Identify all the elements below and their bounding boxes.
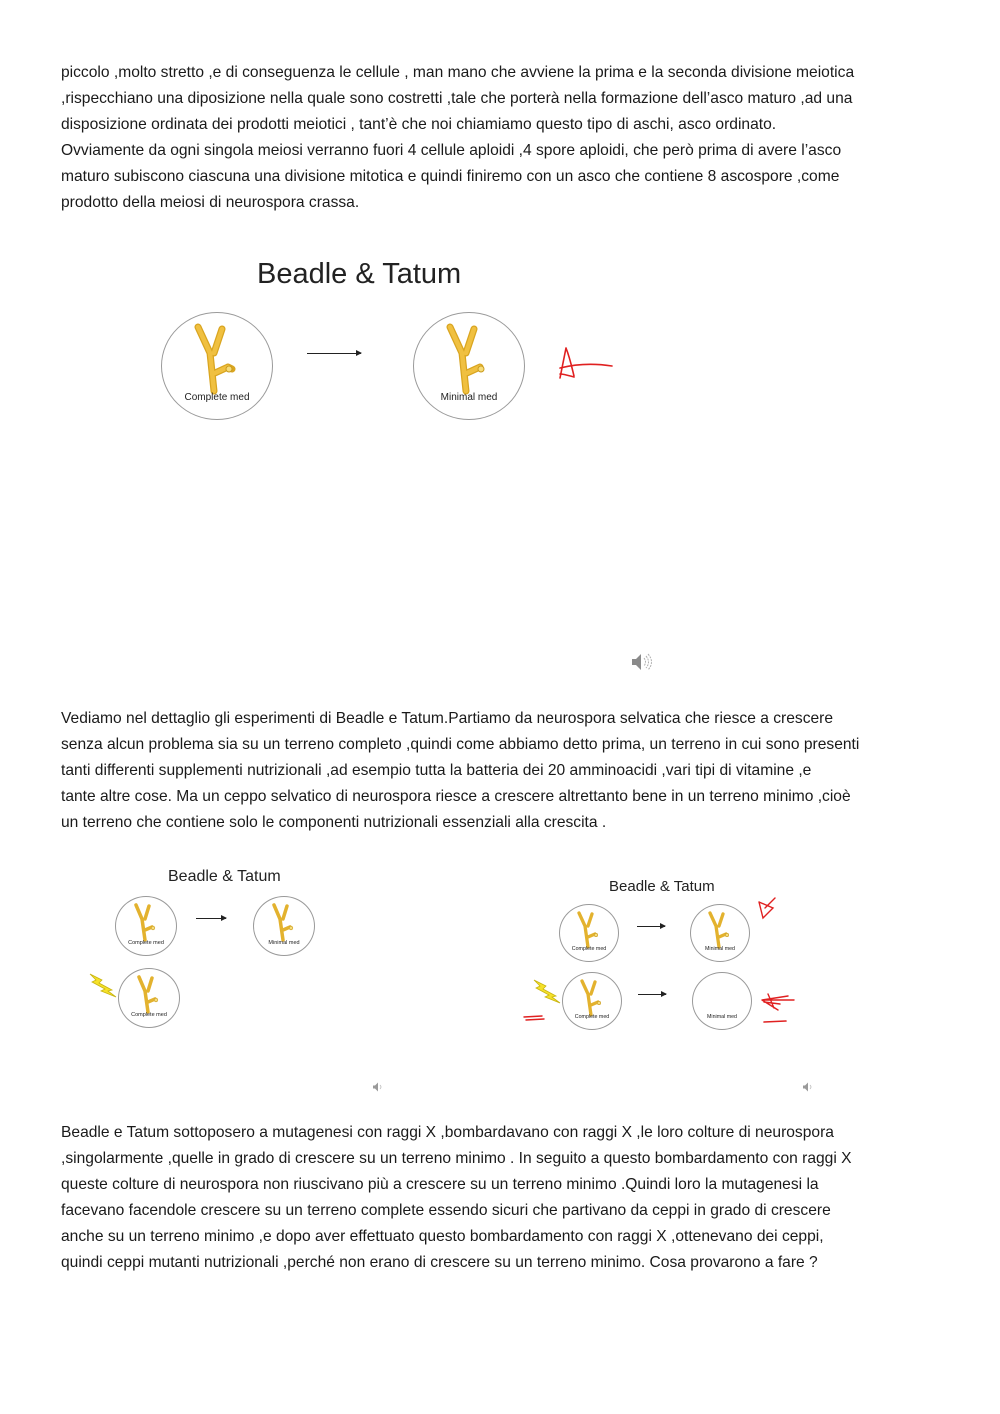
text-line: disposizione ordinata dei prodotti meiotici , tant’è che noi chiamiamo questo tipo di aschi, asco ordinato. (61, 116, 777, 133)
neurospora-hypha-icon (560, 905, 620, 963)
text-line: facevano facendole crescere su un terreno complete essendo sicuri che partivano da ceppi in grado di crescere (61, 1202, 831, 1219)
petri-dish-complete-mutagenized (118, 968, 180, 1028)
red-pen-annotation (556, 344, 616, 384)
arrow-icon (637, 926, 665, 927)
paragraph-wild-type (61, 706, 941, 836)
figure-title: Beadle & Tatum (168, 868, 281, 885)
text-line: ,singolarmente ,quelle in grado di crescere su un terreno minimo . In seguito a questo bombardamento con raggi X (61, 1150, 852, 1167)
red-pen-annotation (755, 896, 777, 922)
text-line: tanti differenti supplementi nutrizionali ,ad esempio tutta la batteria dei 20 amminoacidi ,vari tipi di vitamine ,e (61, 762, 812, 779)
lightning-bolt-icon (88, 972, 118, 998)
figure-title: Beadle & Tatum (257, 258, 462, 290)
neurospora-hypha-icon (414, 313, 526, 421)
red-pen-annotation (522, 1014, 546, 1022)
petri-dish-complete-mutagenized (562, 972, 622, 1030)
red-pen-annotation (758, 990, 798, 1026)
text-line: Vediamo nel dettaglio gli esperimenti di Beadle e Tatum.Partiamo da neurospora selvatica che riesce a crescere (61, 710, 834, 727)
neurospora-hypha-icon (116, 897, 178, 957)
figure-title: Beadle & Tatum (609, 878, 715, 895)
paragraph-mutagenesis (61, 1120, 941, 1276)
neurospora-hypha-icon (563, 973, 623, 1031)
petri-dish-minimal-empty (692, 972, 752, 1030)
petri-dish-complete (161, 312, 273, 420)
text-line: un terreno che contiene solo le componenti nutrizionali essenziali alla crescita . (61, 814, 607, 831)
neurospora-hypha-icon (691, 905, 751, 963)
petri-dish-minimal (413, 312, 525, 420)
speaker-icon[interactable] (372, 1082, 384, 1092)
arrow-icon (307, 353, 361, 354)
dish-label: Minimal med (704, 946, 736, 952)
paragraph-ascus (61, 60, 941, 216)
text-line: prodotto della meiosi di neurospora crassa. (61, 194, 360, 211)
text-line: anche su un terreno minimo ,e dopo aver effettuato questo bombardamento con raggi X ,ottenevano dei ceppi, (61, 1228, 824, 1245)
petri-dish-complete (115, 896, 177, 956)
text-line: Ovviamente da ogni singola meiosi verranno fuori 4 cellule aploidi ,4 spore aploidi, che però prima di avere l’asco (61, 142, 842, 159)
arrow-icon (638, 994, 666, 995)
text-line: queste colture di neurospora non riuscivano più a crescere su un terreno minimo .Quindi loro la mutagenesi la (61, 1176, 819, 1193)
text-line: ,rispecchiano una diposizione nella quale sono costretti ,tale che porterà nella formazione dell’asco maturo ,ad una (61, 90, 853, 107)
dish-label: Complete med (184, 392, 250, 403)
petri-dish-complete (559, 904, 619, 962)
dish-label: Minimal med (706, 1014, 738, 1020)
dish-label: Complete med (128, 940, 164, 946)
text-line: piccolo ,molto stretto ,e di conseguenza le cellule , man mano che avviene la prima e la seconda divisione meiotica (61, 64, 855, 81)
neurospora-hypha-icon (254, 897, 316, 957)
arrow-icon (196, 918, 226, 919)
text-line: quindi ceppi mutanti nutrizionali ,perché non erano di crescere su un terreno minimo. Cosa provarono a fare ? (61, 1254, 818, 1271)
text-line: Beadle e Tatum sottoposero a mutagenesi con raggi X ,bombardavano con raggi X ,le loro colture di neurospora (61, 1124, 834, 1141)
petri-dish-minimal (690, 904, 750, 962)
dish-label: Complete med (571, 946, 607, 952)
text-line: tante altre cose. Ma un ceppo selvatico di neurospora riesce a crescere altrettanto bene in un terreno minimo ,cioè (61, 788, 851, 805)
neurospora-hypha-icon (162, 313, 274, 421)
dish-label: Complete med (574, 1014, 610, 1020)
neurospora-hypha-icon (119, 969, 181, 1029)
petri-dish-minimal (253, 896, 315, 956)
text-line: maturo subiscono ciascuna una divisione mitotica e quindi finiremo con un asco che contiene 8 ascospore ,come (61, 168, 840, 185)
speaker-icon[interactable] (630, 652, 652, 672)
dish-label: Complete med (131, 1012, 167, 1018)
dish-label: Minimal med (268, 940, 300, 946)
text-line: senza alcun problema sia su un terreno completo ,quindi come abbiamo detto prima, un terreno in cui sono presenti (61, 736, 860, 753)
dish-label: Minimal med (440, 392, 498, 403)
speaker-icon[interactable] (802, 1082, 814, 1092)
lightning-bolt-icon (532, 978, 562, 1004)
